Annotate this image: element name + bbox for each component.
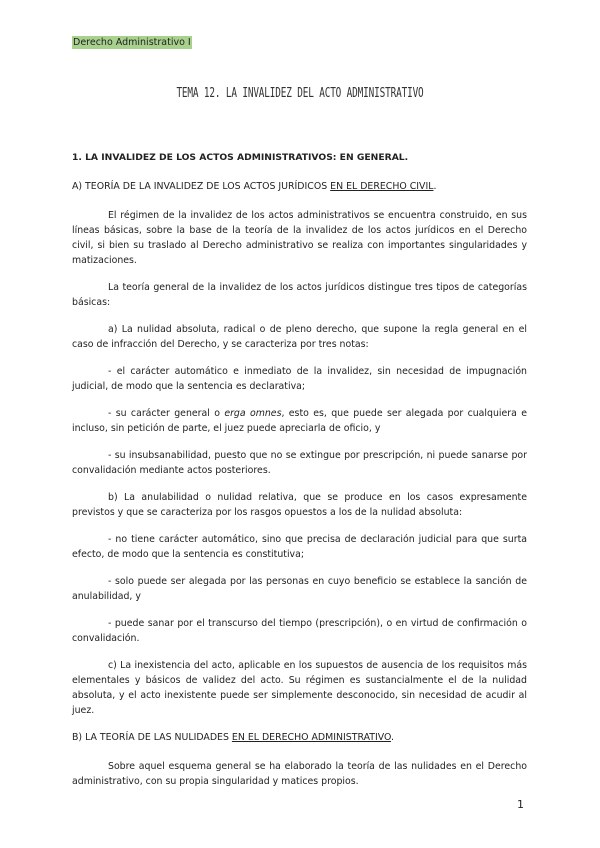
- paragraph: - el carácter automático e inmediato de la invalidez, sin necesidad de impugnación judicial, de modo que la sentencia es declarativa;: [72, 366, 527, 392]
- section-b-heading-underlined: EN EL DERECHO ADMINISTRATIVO: [231, 732, 391, 743]
- document-header-tag: Derecho Administrativo I: [73, 37, 191, 48]
- paragraph-text: , esto es, que puede ser alegada por cualquiera e incluso, sin petición de parte, el juez puede apreciarla de oficio, y: [72, 408, 527, 434]
- section-a-heading-suffix: .: [433, 181, 437, 192]
- page-number: 1: [517, 798, 524, 811]
- paragraph: c) La inexistencia del acto, aplicable en los supuestos de ausencia de los requisitos más elementales y básicos de validez del acto. Su régimen es sustancialmente el de la nulidad absoluta, y el acto inexistente puede ser simplemente desconocido, sin necesidad de acudir al juez.: [72, 660, 527, 716]
- section-a-heading: [72, 179, 527, 194]
- paragraph: - no tiene carácter automático, sino que precisa de declaración judicial para que surta efecto, de modo que la sentencia es constitutiva;: [72, 534, 527, 560]
- paragraph: El régimen de la invalidez de los actos administrativos se encuentra construido, en sus líneas básicas, sobre la base de la teoría de la invalidez de los actos jurídicos en el Derecho civil, si bien su traslado al Derecho administrativo se realiza con importantes singularidades y matizaciones.: [72, 210, 527, 266]
- paragraph: - solo puede ser alegada por las personas en cuyo beneficio se establece la sanción de anulabilidad, y: [72, 576, 527, 602]
- paragraph-emphasis: erga omnes: [224, 408, 282, 419]
- section-b-heading: [72, 730, 527, 745]
- paragraph: - su insubsanabilidad, puesto que no se extingue por prescripción, ni puede sanarse por convalidación mediante actos posteriores.: [72, 450, 527, 476]
- page-title: TEMA 12. LA INVALIDEZ DEL ACTO ADMINISTRATIVO: [176, 86, 424, 101]
- section-a-heading-prefix: A) TEORÍA DE LA INVALIDEZ DE LOS ACTOS JURÍDICOS: [72, 181, 331, 192]
- paragraph: a) La nulidad absoluta, radical o de pleno derecho, que supone la regla general en el caso de infracción del Derecho, y se caracteriza por tres notas:: [72, 324, 527, 350]
- paragraph: [72, 406, 527, 436]
- section-1-heading: 1. LA INVALIDEZ DE LOS ACTOS ADMINISTRATIVOS: EN GENERAL.: [72, 152, 409, 163]
- section-a-heading-underlined: EN EL DERECHO CIVIL: [330, 181, 434, 192]
- paragraph-text: - su carácter general o: [108, 408, 225, 419]
- paragraph: Sobre aquel esquema general se ha elaborado la teoría de las nulidades en el Derecho administrativo, con su propia singularidad y matices propios.: [72, 761, 527, 787]
- section-b-heading-suffix: .: [391, 732, 394, 743]
- paragraph: La teoría general de la invalidez de los actos jurídicos distingue tres tipos de categorías básicas:: [72, 282, 527, 308]
- paragraph: b) La anulabilidad o nulidad relativa, que se produce en los casos expresamente previstos y que se caracteriza por los rasgos opuestos a los de la nulidad absoluta:: [72, 492, 527, 518]
- section-b-heading-prefix: B) LA TEORÍA DE LAS NULIDADES: [72, 732, 232, 743]
- document-body: [72, 150, 527, 801]
- paragraph: - puede sanar por el transcurso del tiempo (prescripción), o en virtud de confirmación o convalidación.: [72, 618, 527, 644]
